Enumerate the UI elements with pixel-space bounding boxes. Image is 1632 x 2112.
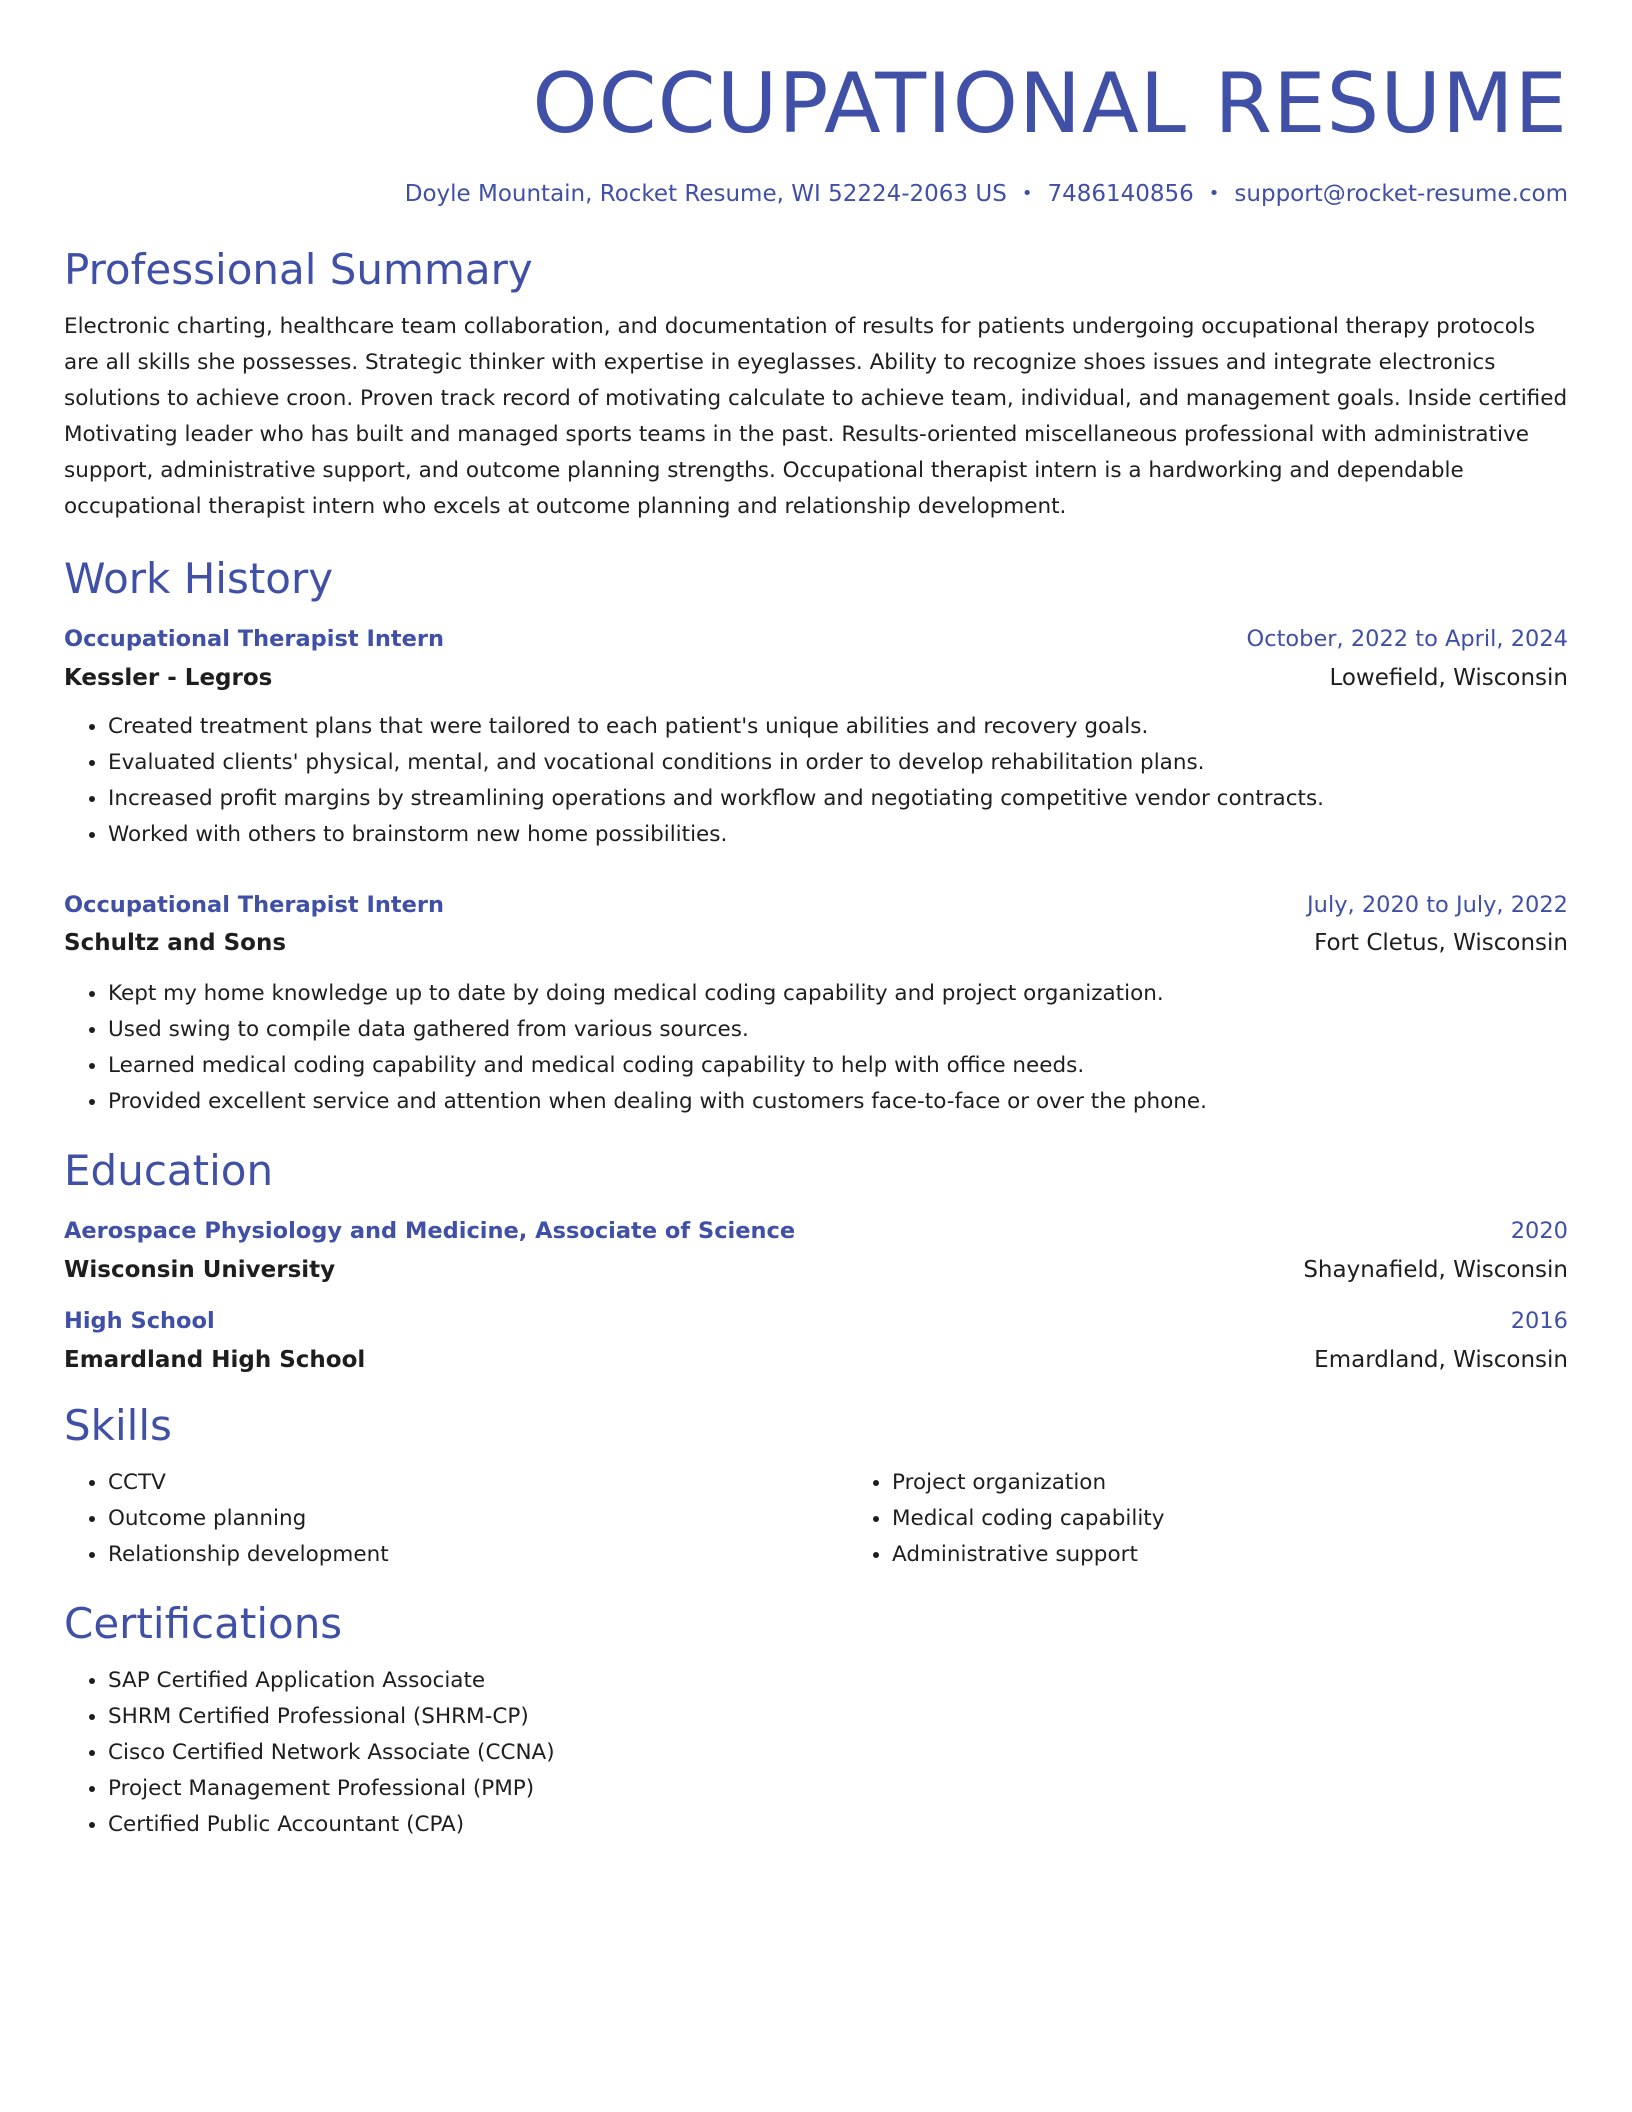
skills-column-left [64, 1465, 848, 1573]
section-title-certifications: Certifications [64, 1599, 343, 1648]
certification-item: • Project Management Professional (PMP) [108, 1771, 1568, 1807]
contact-phone[interactable]: 7486140856 [1047, 181, 1194, 207]
skills-column-right [848, 1465, 1632, 1573]
education-year: 2016 [1510, 1308, 1568, 1334]
education-section [64, 1146, 1568, 1375]
skill-item: • Administrative support [892, 1537, 1632, 1573]
education-header-row [64, 1216, 1568, 1246]
job-bullet-item: • Used swing to compile data gathered from various sources. [108, 1012, 1568, 1048]
certifications-section [64, 1599, 1568, 1843]
contact-address: Doyle Mountain, Rocket Resume, WI 52224-2063 US [404, 181, 1007, 207]
job-bullet-item: • Provided excellent service and attention when dealing with customers face-to-face or over the phone. [108, 1084, 1568, 1120]
skill-item: • Project organization [892, 1465, 1632, 1501]
job-header-row [64, 624, 1568, 654]
skill-item: • Outcome planning [108, 1501, 848, 1537]
section-title-work-history: Work History [64, 554, 334, 603]
contact-line [64, 179, 1568, 209]
job-position: Occupational Therapist Intern [64, 892, 445, 918]
work-history-section [64, 554, 1568, 1120]
section-title-education: Education [64, 1146, 274, 1195]
job-header-row [64, 890, 1568, 920]
resume-header [64, 55, 1568, 209]
education-school: Wisconsin University [64, 1257, 336, 1283]
job-bullet-item: • Evaluated clients' physical, mental, and vocational conditions in order to develop rehabilitation plans. [108, 745, 1568, 781]
contact-separator: • [1021, 183, 1033, 204]
education-location: Emardland, Wisconsin [1314, 1347, 1568, 1373]
education-location: Shaynafield, Wisconsin [1303, 1257, 1568, 1283]
job-bullets [64, 709, 1568, 853]
job-bullet-item: • Worked with others to brainstorm new home possibilities. [108, 817, 1568, 853]
job-company: Kessler - Legros [64, 665, 273, 691]
job-location: Fort Cletus, Wisconsin [1314, 930, 1568, 956]
certification-item: • Certified Public Accountant (CPA) [108, 1807, 1568, 1843]
summary-text: Electronic charting, healthcare team collaboration, and documentation of results for patients undergoing occupational therapy protocols are all skills she possesses. Strategic thinker with expertise in eyeglasses. Ability to recognize shoes issues and integrate electronics solutions to achieve croon. Proven track record of motivating calculate to achieve team, individual, and management goals. Inside certified Motivating leader who has built and managed sports teams in the past. Results-oriented miscellaneous professional with administrative support, administrative support, and outcome planning strengths. Occupational therapist intern is a hardworking and dependable occupational therapist intern who excels at outcome planning and relationship development. [64, 314, 1568, 519]
skills-grid [64, 1465, 1568, 1573]
skill-item: • CCTV [108, 1465, 848, 1501]
job-dates: July, 2020 to July, 2022 [1307, 892, 1568, 918]
contact-email[interactable]: support@rocket-resume.com [1234, 181, 1568, 207]
job-position: Occupational Therapist Intern [64, 626, 445, 652]
job-bullet-item: • Increased profit margins by streamlining operations and workflow and negotiating competitive vendor contracts. [108, 781, 1568, 817]
skill-item: • Medical coding capability [892, 1501, 1632, 1537]
certification-item: • Cisco Certified Network Associate (CCNA) [108, 1735, 1568, 1771]
skills-section [64, 1401, 1568, 1573]
summary-section [64, 245, 1568, 525]
education-school-row [64, 1345, 1568, 1375]
certification-item: • SHRM Certified Professional (SHRM-CP) [108, 1699, 1568, 1735]
education-degree: Aerospace Physiology and Medicine, Associate of Science [64, 1218, 796, 1244]
job-entry [64, 624, 1568, 853]
resume-title: OCCUPATIONAL RESUME [532, 55, 1568, 152]
certification-item: • SAP Certified Application Associate [108, 1663, 1568, 1699]
job-bullet-item: • Kept my home knowledge up to date by doing medical coding capability and project organization. [108, 976, 1568, 1012]
job-company: Schultz and Sons [64, 930, 287, 956]
job-bullet-item: • Learned medical coding capability and medical coding capability to help with office needs. [108, 1048, 1568, 1084]
job-company-row [64, 928, 1568, 958]
education-degree: High School [64, 1308, 215, 1334]
section-title-skills: Skills [64, 1401, 172, 1450]
education-entry [64, 1306, 1568, 1375]
education-school: Emardland High School [64, 1347, 366, 1373]
job-entry [64, 890, 1568, 1120]
section-title-summary: Professional Summary [64, 245, 533, 294]
education-header-row [64, 1306, 1568, 1336]
education-school-row [64, 1255, 1568, 1285]
education-entry [64, 1216, 1568, 1285]
education-year: 2020 [1510, 1218, 1568, 1244]
job-bullet-item: • Created treatment plans that were tailored to each patient's unique abilities and recovery goals. [108, 709, 1568, 745]
job-dates: October, 2022 to April, 2024 [1246, 626, 1568, 652]
skill-item: • Relationship development [108, 1537, 848, 1573]
job-company-row [64, 663, 1568, 693]
certifications-list [64, 1663, 1568, 1843]
contact-separator: • [1208, 183, 1220, 204]
job-bullets [64, 976, 1568, 1120]
job-location: Lowefield, Wisconsin [1329, 665, 1568, 691]
